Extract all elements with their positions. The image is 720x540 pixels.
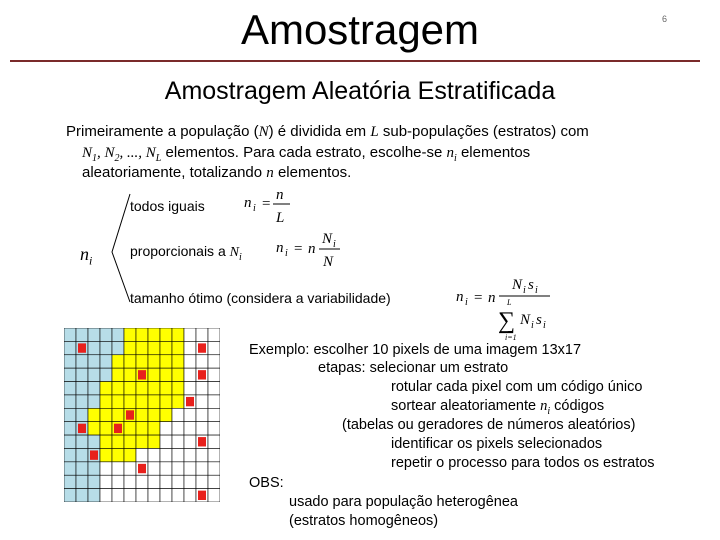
f3-den: N bbox=[520, 312, 531, 328]
grid-cell bbox=[124, 355, 136, 368]
option-equal-label: todos iguais bbox=[130, 198, 205, 214]
grid-cell bbox=[160, 475, 172, 488]
grid-cell bbox=[88, 368, 100, 381]
grid-cell bbox=[124, 395, 136, 408]
f2-lhs: n bbox=[276, 240, 284, 256]
example-line-7: repetir o processo para todos os estratos bbox=[391, 455, 655, 471]
intro-line-1: Primeiramente a população (N) é dividida em L sub-populações (estratos) com bbox=[66, 123, 589, 140]
grid-cell bbox=[76, 448, 88, 461]
grid-cell bbox=[88, 341, 100, 354]
grid-cell bbox=[64, 448, 76, 461]
obs-label: OBS: bbox=[249, 475, 284, 491]
grid-cell bbox=[112, 462, 124, 475]
grid-cell bbox=[100, 422, 112, 435]
selected-pixel bbox=[126, 410, 134, 419]
grid-cell bbox=[112, 368, 124, 381]
grid-cell bbox=[184, 475, 196, 488]
grid-cell bbox=[208, 328, 220, 341]
grid-cell bbox=[76, 462, 88, 475]
grid-cell bbox=[112, 395, 124, 408]
grid-cell bbox=[100, 328, 112, 341]
grid-cell bbox=[100, 475, 112, 488]
f2-num: N bbox=[322, 231, 333, 247]
selected-pixel bbox=[78, 424, 86, 433]
grid-cell bbox=[64, 475, 76, 488]
f1-lhs: n bbox=[244, 195, 252, 211]
grid-cell bbox=[100, 408, 112, 421]
f2-den: N bbox=[323, 254, 334, 270]
grid-cell bbox=[76, 328, 88, 341]
grid-cell bbox=[88, 462, 100, 475]
grid-cell bbox=[112, 448, 124, 461]
grid-cell bbox=[160, 328, 172, 341]
grid-cell bbox=[160, 462, 172, 475]
formula-equal bbox=[240, 184, 300, 230]
f2-eq: = bbox=[294, 241, 303, 257]
grid-cell bbox=[172, 341, 184, 354]
example-line-3: rotular cada pixel com um código único bbox=[391, 379, 643, 395]
grid-cell bbox=[208, 355, 220, 368]
option-optimal-label: tamanho ótimo (considera a variabilidade) bbox=[130, 290, 391, 306]
grid-cell bbox=[208, 462, 220, 475]
grid-cell bbox=[64, 328, 76, 341]
f3-num-sub: i bbox=[523, 285, 526, 296]
grid-cell bbox=[172, 408, 184, 421]
obs-line-1: usado para população heterogênea bbox=[289, 494, 518, 510]
example-line-4: sortear aleatoriamente $n_i$ códigos bbox=[391, 398, 605, 417]
grid-cell bbox=[160, 395, 172, 408]
formula-proportional bbox=[272, 228, 352, 274]
grid-cell bbox=[160, 489, 172, 502]
f2-num-sub: i bbox=[333, 239, 336, 250]
example-line-1: Exemplo: escolher 10 pixels de uma imagem 13x17 bbox=[249, 342, 582, 358]
grid-cell bbox=[148, 448, 160, 461]
grid-cell bbox=[172, 489, 184, 502]
grid-cell bbox=[196, 422, 208, 435]
grid-cell bbox=[64, 489, 76, 502]
ni-symbol: $n_i$ bbox=[80, 244, 93, 268]
grid-cell bbox=[184, 448, 196, 461]
grid-cell bbox=[88, 382, 100, 395]
intro-line-3: aleatoriamente, totalizando n elementos. bbox=[82, 164, 352, 181]
grid-cell bbox=[136, 341, 148, 354]
grid-cell bbox=[88, 408, 100, 421]
grid-cell bbox=[112, 328, 124, 341]
grid-cell bbox=[148, 382, 160, 395]
grid-cell bbox=[160, 368, 172, 381]
grid-cell bbox=[184, 422, 196, 435]
grid-cell bbox=[136, 328, 148, 341]
f3-mult: n bbox=[488, 290, 496, 306]
grid-cell bbox=[184, 435, 196, 448]
grid-cell bbox=[64, 462, 76, 475]
selected-pixel bbox=[198, 370, 206, 379]
grid-cell bbox=[184, 328, 196, 341]
grid-cell bbox=[88, 422, 100, 435]
grid-cell bbox=[100, 382, 112, 395]
grid-cell bbox=[88, 395, 100, 408]
selected-pixel bbox=[198, 437, 206, 446]
intro-line-2: $N_1$, $N_2$, ..., $N_L$ elementos. Para cada estrato, escolhe-se $n_i$ elementos bbox=[82, 144, 531, 164]
option-proportional-label: proporcionais a $N_i$ bbox=[130, 243, 242, 263]
grid-cell bbox=[136, 475, 148, 488]
pixel-grid bbox=[64, 328, 220, 502]
f1-den: L bbox=[276, 210, 285, 226]
obs-line-2: (estratos homogêneos) bbox=[289, 513, 439, 529]
grid-cell bbox=[64, 408, 76, 421]
grid-cell bbox=[100, 462, 112, 475]
grid-cell bbox=[100, 489, 112, 502]
grid-cell bbox=[64, 422, 76, 435]
grid-cell bbox=[148, 462, 160, 475]
grid-cell bbox=[208, 368, 220, 381]
grid-cell bbox=[148, 489, 160, 502]
grid-cell bbox=[172, 368, 184, 381]
grid-cell bbox=[64, 382, 76, 395]
grid-cell bbox=[160, 422, 172, 435]
selected-pixel bbox=[186, 397, 194, 406]
grid-cell bbox=[88, 355, 100, 368]
grid-cell bbox=[112, 382, 124, 395]
grid-cell bbox=[64, 355, 76, 368]
f1-eq: = bbox=[262, 196, 271, 212]
grid-cell bbox=[76, 368, 88, 381]
f2-mult: n bbox=[308, 241, 316, 257]
grid-cell bbox=[124, 489, 136, 502]
slide-title: Amostragem bbox=[240, 6, 480, 53]
grid-cell bbox=[76, 435, 88, 448]
grid-cell bbox=[124, 475, 136, 488]
grid-cell bbox=[160, 382, 172, 395]
slide-subtitle: Amostragem Aleatória Estratificada bbox=[164, 77, 556, 105]
grid-cell bbox=[148, 422, 160, 435]
grid-cell bbox=[208, 408, 220, 421]
selected-pixel bbox=[90, 450, 98, 459]
grid-cell bbox=[172, 448, 184, 461]
grid-cell bbox=[112, 475, 124, 488]
grid-cell bbox=[172, 328, 184, 341]
grid-cell bbox=[124, 462, 136, 475]
f3-num2: s bbox=[528, 277, 534, 293]
grid-cell bbox=[136, 355, 148, 368]
selected-pixel bbox=[198, 343, 206, 352]
example-line-5: (tabelas ou geradores de números aleatórios) bbox=[342, 417, 636, 433]
grid-cell bbox=[208, 448, 220, 461]
grid-cell bbox=[172, 435, 184, 448]
grid-cell bbox=[100, 435, 112, 448]
grid-cell bbox=[136, 448, 148, 461]
grid-cell bbox=[124, 341, 136, 354]
grid-cell bbox=[136, 422, 148, 435]
grid-cell bbox=[172, 382, 184, 395]
f2-lhs-sub: i bbox=[285, 248, 288, 259]
grid-cell bbox=[100, 448, 112, 461]
grid-cell bbox=[184, 355, 196, 368]
grid-cell bbox=[76, 355, 88, 368]
grid-cell bbox=[136, 489, 148, 502]
grid-cell bbox=[184, 341, 196, 354]
grid-cell bbox=[196, 408, 208, 421]
formula-optimal bbox=[452, 274, 562, 344]
grid-cell bbox=[196, 395, 208, 408]
f1-num: n bbox=[276, 187, 284, 203]
grid-cell bbox=[76, 475, 88, 488]
grid-cell bbox=[160, 435, 172, 448]
grid-cell bbox=[172, 422, 184, 435]
grid-cell bbox=[100, 368, 112, 381]
f3-num: N bbox=[512, 277, 523, 293]
grid-cell bbox=[64, 435, 76, 448]
selected-pixel bbox=[198, 491, 206, 500]
grid-cell bbox=[148, 368, 160, 381]
example-line-6: identificar os pixels selecionados bbox=[391, 436, 603, 452]
grid-cell bbox=[88, 328, 100, 341]
grid-cell bbox=[160, 355, 172, 368]
grid-cell bbox=[160, 448, 172, 461]
grid-cell bbox=[88, 435, 100, 448]
grid-cell bbox=[64, 395, 76, 408]
grid-cell bbox=[112, 408, 124, 421]
grid-cell bbox=[124, 422, 136, 435]
grid-cell bbox=[112, 435, 124, 448]
selected-pixel bbox=[138, 370, 146, 379]
title-divider bbox=[10, 60, 700, 62]
grid-cell bbox=[136, 382, 148, 395]
grid-cell bbox=[208, 382, 220, 395]
grid-cell bbox=[208, 435, 220, 448]
grid-cell bbox=[64, 368, 76, 381]
grid-cell bbox=[100, 341, 112, 354]
grid-cell bbox=[172, 355, 184, 368]
grid-cell bbox=[100, 395, 112, 408]
grid-cell bbox=[160, 408, 172, 421]
grid-cell bbox=[196, 475, 208, 488]
f3-sigma: ∑ bbox=[498, 308, 516, 334]
grid-cell bbox=[148, 408, 160, 421]
grid-cell bbox=[100, 355, 112, 368]
grid-cell bbox=[208, 422, 220, 435]
example-line-2: etapas: selecionar um estrato bbox=[318, 360, 509, 376]
grid-cell bbox=[196, 462, 208, 475]
grid-cell bbox=[148, 341, 160, 354]
grid-cell bbox=[88, 489, 100, 502]
grid-cell bbox=[208, 475, 220, 488]
grid-cell bbox=[136, 435, 148, 448]
grid-cell bbox=[148, 328, 160, 341]
grid-cell bbox=[196, 448, 208, 461]
grid-cell bbox=[148, 355, 160, 368]
grid-cell bbox=[112, 341, 124, 354]
grid-cell bbox=[196, 355, 208, 368]
grid-cell bbox=[124, 448, 136, 461]
f3-den2: s bbox=[536, 312, 542, 328]
selected-pixel bbox=[114, 424, 122, 433]
grid-cell bbox=[124, 382, 136, 395]
grid-cell bbox=[208, 395, 220, 408]
grid-cell bbox=[172, 395, 184, 408]
grid-cell bbox=[76, 408, 88, 421]
grid-cell bbox=[208, 341, 220, 354]
grid-cell bbox=[64, 341, 76, 354]
grid-cell bbox=[172, 462, 184, 475]
grid-cell bbox=[148, 395, 160, 408]
grid-cell bbox=[148, 435, 160, 448]
grid-cell bbox=[112, 489, 124, 502]
slide-number: 6 bbox=[662, 14, 668, 24]
grid-cell bbox=[76, 382, 88, 395]
f3-den2-sub: i bbox=[543, 320, 546, 331]
f3-sum-bottom: i=1 bbox=[505, 333, 517, 342]
f3-den-sub: i bbox=[531, 320, 534, 331]
grid-cell bbox=[124, 435, 136, 448]
grid-cell bbox=[184, 462, 196, 475]
selected-pixel bbox=[138, 464, 146, 473]
grid-cell bbox=[184, 489, 196, 502]
f3-num2-sub: i bbox=[535, 285, 538, 296]
grid-cell bbox=[112, 355, 124, 368]
grid-cell bbox=[160, 341, 172, 354]
grid-cell bbox=[136, 408, 148, 421]
grid-cell bbox=[124, 368, 136, 381]
grid-cell bbox=[196, 328, 208, 341]
grid-cell bbox=[196, 382, 208, 395]
grid-cell bbox=[76, 395, 88, 408]
selected-pixel bbox=[78, 343, 86, 352]
f3-sum-top: L bbox=[507, 298, 512, 307]
f3-lhs-sub: i bbox=[465, 297, 468, 308]
grid-cell bbox=[148, 475, 160, 488]
f3-eq: = bbox=[474, 290, 483, 306]
grid-cell bbox=[136, 395, 148, 408]
grid-cell bbox=[184, 368, 196, 381]
grid-cell bbox=[184, 382, 196, 395]
grid-cell bbox=[88, 475, 100, 488]
f3-lhs: n bbox=[456, 289, 464, 305]
f1-lhs-sub: i bbox=[253, 203, 256, 214]
grid-cell bbox=[184, 408, 196, 421]
grid-cell bbox=[76, 489, 88, 502]
grid-cell bbox=[172, 475, 184, 488]
grid-cell bbox=[208, 489, 220, 502]
grid-cell bbox=[124, 328, 136, 341]
